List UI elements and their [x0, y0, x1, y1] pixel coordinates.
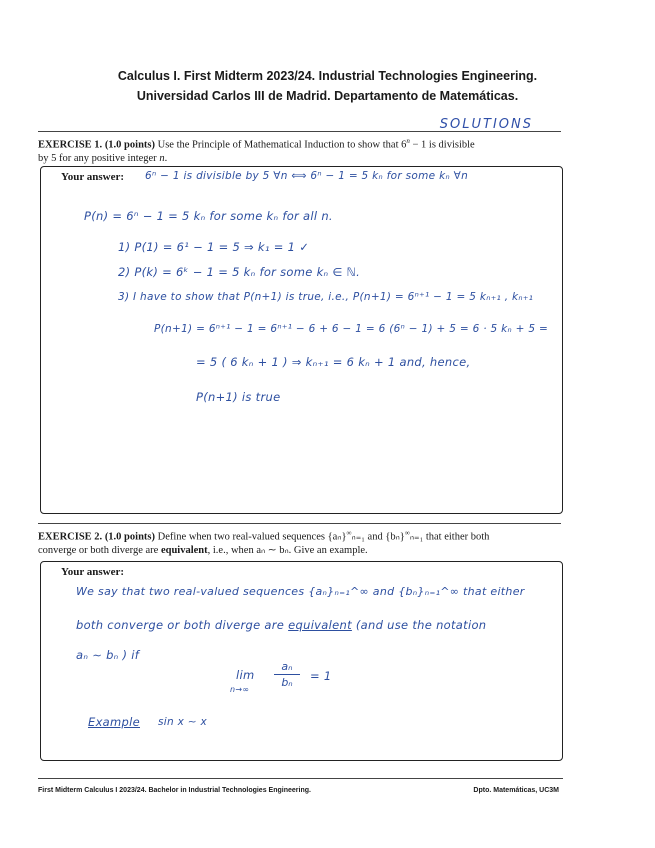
example-label: Example [88, 715, 140, 729]
exercise-1-title: EXERCISE 1. [38, 139, 103, 151]
ex1-hw-line-5: 3) I have to show that P(n+1) is true, i.e., P(n+1) = 6ⁿ⁺¹ − 1 = 5 kₙ₊₁ , kₙ₊₁ [118, 291, 534, 303]
ex2-hw-line-3: aₙ ∼ bₙ ) if [76, 648, 140, 662]
footer-course: First Midterm Calculus I 2023/24. Bachelor in Industrial Technologies Engineering. [38, 787, 311, 794]
equivalent-underlined: equivalent [288, 618, 352, 632]
header-line-1: Calculus I. First Midterm 2023/24. Industrial Technologies Engineering. [117, 69, 538, 83]
ex2-hw-line-1: We say that two real-valued sequences {aₙ}ₙ₌₁^∞ and {bₙ}ₙ₌₁^∞ that either [76, 585, 525, 598]
footer-department: Dpto. Matemáticas, UC3M [473, 787, 559, 794]
exam-header [40, 66, 615, 106]
ex1-hw-line-4: 2) P(k) = 6ᵏ − 1 = 5 kₙ for some kₙ ∈ ℕ. [118, 265, 361, 279]
example-text: sin x ∼ x [158, 716, 207, 728]
ex1-hw-line-7: = 5 ( 6 kₙ + 1 ) ⇒ kₙ₊₁ = 6 kₙ + 1 and, hence, [196, 355, 471, 369]
limit-equals-one: = 1 [310, 669, 332, 683]
fraction-numerator: aₙ [281, 660, 293, 673]
fraction-denominator: bₙ [281, 676, 293, 689]
ex1-hw-line-3: 1) P(1) = 6¹ − 1 = 5 ⇒ k₁ = 1 ✓ [118, 240, 310, 254]
exercise-2-statement: EXERCISE 2. (1.0 points) Define when two real-valued sequences {aₙ}∞ₙ₌₁ and {bₙ}∞ₙ₌₁ that either both converge or both diverge are equivalent, i.e., when aₙ ∼ bₙ. Give an example. [38, 529, 490, 556]
exercise-2-points: (1.0 points) [104, 531, 155, 543]
exercise-2-title: EXERCISE 2. [38, 531, 103, 543]
limit-lim: lim [236, 668, 255, 682]
limit-fraction [274, 660, 300, 689]
ex2-hw-line-2: both converge or both diverge are equivalent (and use the notation [76, 618, 487, 632]
footer-divider [38, 778, 563, 779]
ex1-hw-line-6: P(n+1) = 6ⁿ⁺¹ − 1 = 6ⁿ⁺¹ − 6 + 6 − 1 = 6 (6ⁿ − 1) + 5 = 6 · 5 kₙ + 5 = [154, 323, 549, 335]
solutions-stamp: SOLUTIONS [439, 117, 533, 132]
exercise-1-answer-label: Your answer: [61, 171, 125, 183]
exercise-1-points: (1.0 points) [104, 139, 155, 151]
ex1-hw-line-8: P(n+1) is true [196, 390, 281, 404]
exercise-1-statement: EXERCISE 1. (1.0 points) Use the Principle of Mathematical Induction to show that $6^n - 1$ is divisible by 5 for any positive integer n. [38, 137, 475, 164]
ex1-hw-line-1: 6ⁿ − 1 is divisible by 5 ∀n ⟺ 6ⁿ − 1 = 5 kₙ for some kₙ ∀n [145, 170, 469, 182]
header-line-2: Universidad Carlos III de Madrid. Departamento de Matemáticas. [136, 89, 519, 103]
limit-subscript: n→∞ [230, 685, 250, 694]
exercise-2-divider [38, 523, 561, 524]
header-divider [38, 131, 561, 132]
exercise-2-answer-label: Your answer: [61, 566, 125, 578]
fraction-bar [274, 674, 300, 675]
ex1-hw-line-2: P(n) = 6ⁿ − 1 = 5 kₙ for some kₙ for all n. [84, 209, 333, 223]
